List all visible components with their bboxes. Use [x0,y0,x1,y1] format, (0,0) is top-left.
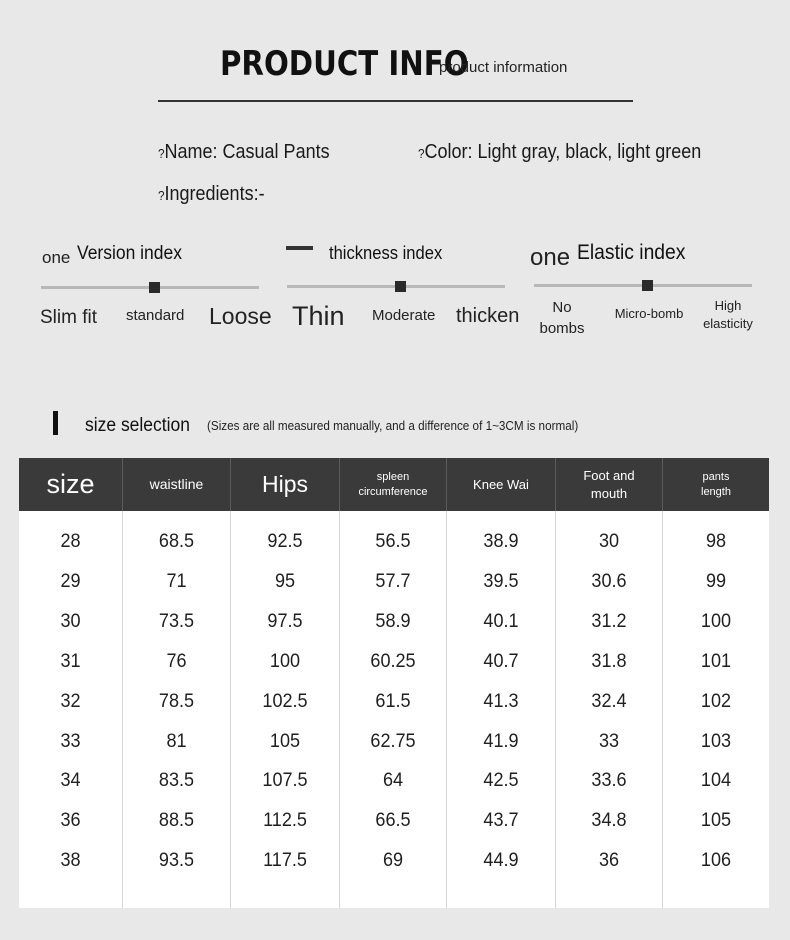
table-cell: 38.9 [483,531,519,552]
elastic-index-prefix: one [530,244,571,271]
table-cell: 31.8 [591,650,627,672]
header-spleen-circumference: spleen circumference [340,458,447,511]
table-cell: 105 [269,730,301,752]
table-column [447,511,556,908]
table-column [231,511,340,908]
size-selection-note: (Sizes are all measured manually, and a difference of 1~3CM is normal) [207,418,579,433]
table-cell: 31.2 [591,610,627,632]
header-waistline: waistline [123,458,231,511]
elastic-index-knob [642,280,653,291]
table-column [19,511,123,908]
product-ingredients [158,183,265,206]
thickness-tick-thicken: thicken [456,305,520,327]
elastic-tick-micro-bomb: Micro-bomb [614,306,684,321]
table-cell: 112.5 [263,810,307,832]
table-cell: 104 [700,770,732,792]
table-cell: 106 [700,850,732,872]
table-cell: 97.5 [267,610,303,632]
thickness-index-knob [395,281,406,292]
table-cell: 100 [269,650,301,672]
table-header [19,458,769,511]
table-cell: 107.5 [262,770,308,792]
size-selection-title: size selection [85,415,190,436]
table-cell: 38 [60,850,81,872]
table-cell: 34 [60,770,81,792]
size-table [19,458,769,908]
table-cell: 102 [700,690,732,712]
product-color [418,141,701,164]
table-cell: 36 [598,850,620,872]
thickness-tick-moderate: Moderate [372,307,436,324]
table-cell: 57.7 [375,570,411,592]
table-cell: 64 [382,770,404,792]
table-cell: 92.5 [267,531,303,552]
table-cell: 117.5 [263,850,307,872]
version-tick-slim: Slim fit [40,307,97,328]
bullet-marker-icon: ? [158,188,165,203]
table-cell: 101 [700,650,732,672]
table-cell: 36 [60,810,81,832]
table-cell: 30.6 [591,570,627,592]
table-cell: 78.5 [158,690,195,712]
version-index [40,240,272,350]
product-ingredients-text: Ingredients:- [164,183,265,205]
dash-icon [286,246,313,250]
table-cell: 41.3 [483,690,519,712]
table-cell: 62.75 [370,730,416,752]
table-cell: 30 [60,610,81,632]
header-knee-wai: Knee Wai [447,458,556,511]
table-cell: 88.5 [158,810,195,832]
table-cell: 68.5 [158,531,195,552]
table-cell: 33.6 [591,770,627,792]
elastic-tick-high-elasticity: High elasticity [703,298,753,332]
thickness-index [286,240,520,350]
title-divider [158,100,633,102]
table-cell: 76 [166,650,187,672]
table-cell: 95 [274,570,296,592]
product-color-text: Color: Light gray, black, light green [424,141,702,163]
table-body [19,511,769,908]
table-cell: 29 [60,570,81,592]
table-column [663,511,769,908]
table-cell: 61.5 [375,690,411,712]
table-cell: 44.9 [483,850,519,872]
table-cell: 32.4 [591,690,627,712]
version-index-prefix: one [42,248,71,267]
table-cell: 39.5 [483,570,519,592]
table-cell: 40.7 [483,650,519,672]
elastic-index [530,238,755,348]
header-pants-length: pants length [701,470,731,498]
table-cell: 100 [700,610,732,632]
table-cell: 71 [166,570,187,592]
table-cell: 56.5 [375,531,411,552]
table-cell: 99 [705,570,727,592]
elastic-index-label: Elastic index [577,241,686,264]
table-cell: 93.5 [158,850,195,872]
table-cell: 30 [598,531,620,552]
table-cell: 28 [60,531,81,552]
elastic-tick-no-bombs: No bombs [539,299,585,337]
version-index-label: Version index [77,243,182,264]
header-foot-and-mouth: Foot and mouth [556,458,663,511]
page-subtitle: product information [439,59,568,76]
version-index-knob [149,282,160,293]
table-cell: 66.5 [375,810,411,832]
header-size: size [19,458,123,511]
table-cell: 43.7 [483,810,519,832]
table-cell: 40.1 [483,610,519,632]
table-column [123,511,231,908]
table-cell: 83.5 [158,770,195,792]
table-cell: 32 [60,690,81,712]
version-tick-standard: standard [126,307,185,324]
table-cell: 34.8 [591,810,627,832]
table-cell: 73.5 [158,610,195,632]
bullet-marker-icon: ? [418,146,425,161]
table-cell: 60.25 [370,650,416,672]
table-cell: 33 [598,730,620,752]
product-name [158,141,330,164]
table-cell: 102.5 [262,690,308,712]
table-column [556,511,663,908]
version-tick-loose: Loose [209,303,272,329]
thickness-tick-thin: Thin [292,301,345,331]
table-cell: 41.9 [483,730,519,752]
section-marker [53,411,58,435]
thickness-index-label: thickness index [329,243,443,263]
table-cell: 31 [60,650,81,672]
product-name-text: Name: Casual Pants [164,141,330,163]
bullet-marker-icon: ? [158,146,165,161]
table-cell: 81 [166,730,187,752]
table-cell: 33 [60,730,81,752]
table-cell: 42.5 [483,770,519,792]
table-cell: 58.9 [375,610,411,632]
table-cell: 105 [700,810,732,832]
table-cell: 103 [700,730,732,752]
table-cell: 98 [705,531,727,552]
page-title: PRODUCT INFO [220,44,469,84]
table-cell: 69 [382,850,404,872]
header-hips: Hips [231,458,340,511]
table-column [340,511,447,908]
